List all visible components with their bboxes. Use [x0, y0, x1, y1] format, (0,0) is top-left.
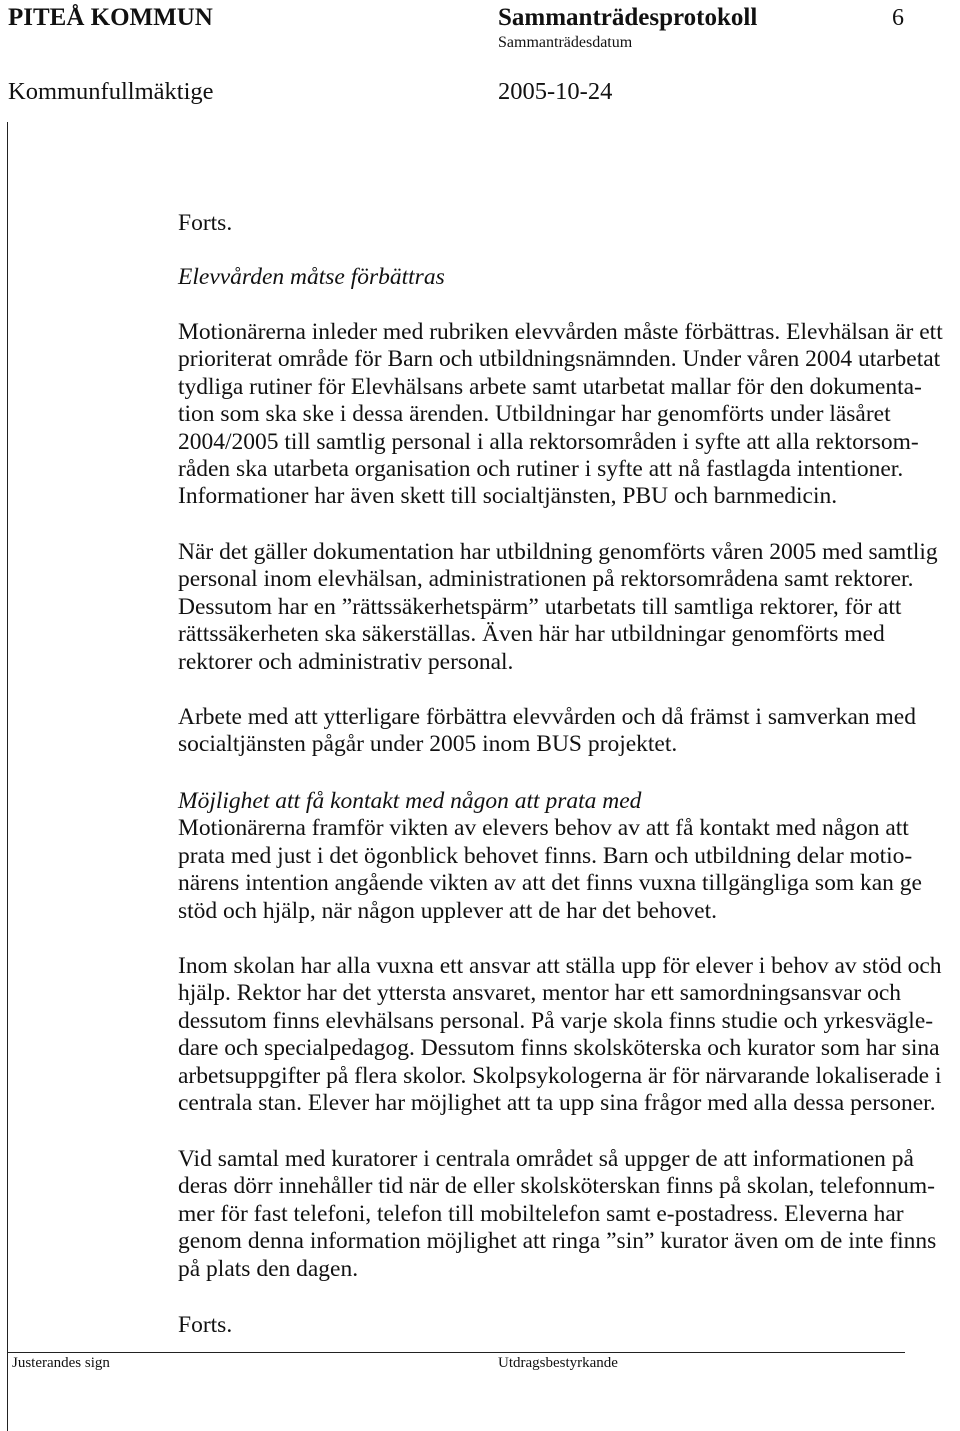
page-number: 6 [892, 5, 904, 31]
text-line: råden ska utarbeta organisation och rutiner i syfte att nå fastlagda intentioner. [178, 455, 904, 482]
paragraph [178, 1146, 936, 1283]
footer-signature-label: Justerandes sign [12, 1355, 110, 1371]
text-line: prata med just i det ögonblick behovet finns. Barn och utbildning delar motio- [178, 842, 913, 869]
document-type: Sammanträdesprotokoll [498, 4, 758, 31]
text-line: 2004/2005 till samtlig personal i alla rektorsområden i syfte att alla rektorsom- [178, 428, 919, 455]
text-line: Informationer har även skett till socialtjänsten, PBU och barnmedicin. [178, 483, 838, 510]
text-line: arbetsuppgifter på flera skolor. Skolpsykologerna är för närvarande lokaliserade i [178, 1062, 942, 1089]
text-line: närens intention angående vikten av att det finns vuxna tillgängliga som kan ge [178, 870, 922, 897]
text-line: prioriterat område för Barn och utbildningsnämnden. Under våren 2004 utarbetat [178, 346, 941, 373]
paragraph [178, 319, 943, 511]
text-line: personal inom elevhälsan, administrationen på rektorsområdena samt rektorer. [178, 566, 914, 593]
paragraph [178, 815, 922, 925]
text-line: socialtjänsten pågår under 2005 inom BUS projektet. [178, 731, 678, 758]
text-line: genom denna information möjlighet att ringa ”sin” kurator även om de inte finns [178, 1228, 937, 1255]
text-line: När det gäller dokumentation har utbildning genomförts våren 2005 med samtlig [178, 539, 938, 565]
paragraph [178, 539, 938, 676]
left-margin-rule [7, 122, 8, 1431]
continued-label [178, 210, 232, 237]
meeting-date: 2005-10-24 [498, 78, 613, 105]
text-line: rektorer och administrativ personal. [178, 648, 514, 675]
paragraph [178, 953, 942, 1117]
text-line: Dessutom har en ”rättssäkerhetspärm” utarbetats till samtliga rektorer, för att [178, 593, 902, 620]
text-line: Arbete med att ytterligare förbättra elevvården och då främst i samverkan med [178, 704, 916, 730]
text-line: Inom skolan har alla vuxna ett ansvar att ställa upp för elever i behov av stöd och [178, 953, 942, 979]
text-line: Motionärerna inleder med rubriken elevvården måste förbättras. Elevhälsan är ett [178, 319, 943, 345]
text-line: tion som ska ske i dessa ärenden. Utbildningar har genomförts under läsåret [178, 401, 891, 428]
text-line: centrala stan. Elever har möjlighet att ta upp sina frågor med alla dessa personer. [178, 1089, 936, 1116]
text-line: på plats den dagen. [178, 1255, 359, 1282]
text-line: tydliga rutiner för Elevhälsans arbete samt utarbetat mallar för den dokumenta- [178, 373, 922, 400]
footer-rule [7, 1352, 905, 1353]
paragraph [178, 704, 916, 759]
date-label: Sammanträdesdatum [498, 34, 633, 51]
meeting-body: Kommunfullmäktige [8, 78, 214, 105]
text-line: Motionärerna framför vikten av elevers behov av att få kontakt med någon att [178, 815, 909, 842]
section-heading-text: Elevvården måtse förbättras [178, 264, 445, 290]
continued-label [178, 1312, 232, 1339]
text-line: mer för fast telefoni, telefon till mobiltelefon samt e-postadress. Eleverna har [178, 1200, 904, 1227]
text-line: dessutom finns elevhälsans personal. På varje skola finns studie och yrkesvägle- [178, 1007, 934, 1034]
footer-certification-label: Utdragsbestyrkande [498, 1355, 618, 1371]
section-heading [178, 264, 445, 291]
continued-text: Forts. [178, 210, 233, 236]
text-line: deras dörr innehåller tid när de eller skolsköterskan finns på skolan, telefonnum- [178, 1173, 935, 1200]
continued-text: Forts. [178, 1312, 233, 1338]
section-heading [178, 788, 641, 815]
text-line: Vid samtal med kuratorer i centrala området så uppger de att informationen på [178, 1146, 914, 1172]
text-line: rättssäkerheten ska säkerställas. Även här har utbildningar genomförts med [178, 621, 885, 648]
section-heading-text: Möjlighet att få kontakt med någon att prata med [178, 788, 642, 814]
organization-name: PITEÅ KOMMUN [8, 4, 213, 31]
text-line: dare och specialpedagog. Dessutom finns skolsköterska och kurator som har sina [178, 1035, 940, 1062]
text-line: stöd och hjälp, när någon upplever att de har det behovet. [178, 897, 718, 924]
text-line: hjälp. Rektor har det yttersta ansvaret, mentor har ett samordningsansvar och [178, 980, 902, 1007]
